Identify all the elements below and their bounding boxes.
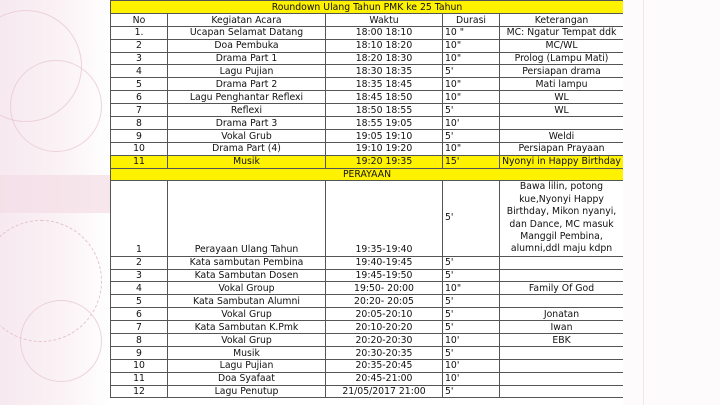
cell-no: 5 [111, 78, 168, 91]
cell-waktu: 21/05/2017 21:00 [326, 385, 443, 398]
cell-keterangan: MC/WL [500, 39, 624, 52]
cell-keterangan [500, 372, 624, 385]
table-row [111, 256, 624, 269]
cell-acara: Doa Syafaat [168, 372, 326, 385]
cell-keterangan: WL [500, 91, 624, 104]
cell-acara: Kata Sambutan K.Pmk [168, 321, 326, 334]
cell-waktu: 20:35-20:45 [326, 359, 443, 372]
cell-acara: Musik [168, 155, 326, 168]
cell-no: 6 [111, 308, 168, 321]
rundown-table [110, 0, 623, 398]
cell-durasi: 5' [443, 321, 500, 334]
table-title: Roundown Ulang Tahun PMK ke 25 Tahun [111, 1, 624, 14]
cell-no: 11 [111, 155, 168, 168]
cell-durasi: 5' [443, 308, 500, 321]
cell-keterangan [500, 359, 624, 372]
cell-waktu: 18:50 18:55 [326, 104, 443, 117]
cell-waktu: 18:45 18:50 [326, 91, 443, 104]
cell-no: 9 [111, 129, 168, 142]
section-title: PERAYAAN [111, 168, 624, 181]
header-acara: Kegiatan Acara [168, 13, 326, 26]
cell-durasi: 10 " [443, 26, 500, 39]
cell-waktu: 20:10-20:20 [326, 321, 443, 334]
decorative-band [0, 175, 110, 213]
decorative-line [643, 0, 644, 405]
table-row [111, 308, 624, 321]
cell-waktu: 19:20 19:35 [326, 155, 443, 168]
cell-durasi: 5' [443, 104, 500, 117]
cell-no: 2 [111, 39, 168, 52]
table-row [111, 129, 624, 142]
table-row [111, 39, 624, 52]
cell-durasi: 10' [443, 333, 500, 346]
cell-durasi: 10' [443, 117, 500, 130]
decorative-petal [20, 300, 102, 382]
cell-acara: Lagu Penutup [168, 385, 326, 398]
cell-waktu: 20:45-21:00 [326, 372, 443, 385]
cell-acara: Drama Part 2 [168, 78, 326, 91]
cell-waktu: 19:10 19:20 [326, 142, 443, 155]
cell-waktu: 19:05 19:10 [326, 129, 443, 142]
decorative-left-panel [0, 0, 110, 405]
cell-no: 1. [111, 26, 168, 39]
cell-durasi: 5' [443, 129, 500, 142]
cell-acara: Musik [168, 346, 326, 359]
cell-no: 12 [111, 385, 168, 398]
cell-acara: Doa Pembuka [168, 39, 326, 52]
table-row [111, 269, 624, 282]
cell-acara: Perayaan Ulang Tahun [168, 181, 326, 256]
cell-keterangan: Persiapan Prayaan [500, 142, 624, 155]
cell-acara: Kata Sambutan Alumni [168, 295, 326, 308]
cell-no: 6 [111, 91, 168, 104]
table-row [111, 142, 624, 155]
cell-no: 7 [111, 104, 168, 117]
table-row [111, 321, 624, 334]
cell-acara: Vokal Grup [168, 333, 326, 346]
cell-acara: Vokal Grup [168, 308, 326, 321]
cell-no: 1 [111, 181, 168, 256]
cell-acara: Drama Part (4) [168, 142, 326, 155]
table-row [111, 155, 624, 168]
table-row [111, 26, 624, 39]
cell-acara: Lagu Pujian [168, 359, 326, 372]
table-row [111, 333, 624, 346]
cell-keterangan: Family Of God [500, 282, 624, 295]
cell-keterangan [500, 385, 624, 398]
cell-no: 10 [111, 142, 168, 155]
cell-no: 5 [111, 295, 168, 308]
cell-waktu: 18:00 18:10 [326, 26, 443, 39]
table-row [111, 385, 624, 398]
cell-waktu: 18:10 18:20 [326, 39, 443, 52]
cell-no: 11 [111, 372, 168, 385]
header-waktu: Waktu [326, 13, 443, 26]
cell-acara: Drama Part 3 [168, 117, 326, 130]
cell-durasi: 10" [443, 282, 500, 295]
cell-durasi: 10' [443, 372, 500, 385]
table-row [111, 52, 624, 65]
cell-durasi: 10' [443, 359, 500, 372]
cell-durasi: 5' [443, 269, 500, 282]
cell-no: 3 [111, 52, 168, 65]
table-row [111, 346, 624, 359]
spreadsheet [110, 0, 623, 405]
cell-waktu: 19:50- 20:00 [326, 282, 443, 295]
cell-durasi: 10" [443, 39, 500, 52]
cell-durasi: 10" [443, 78, 500, 91]
table-row [111, 372, 624, 385]
cell-no: 2 [111, 256, 168, 269]
table-row [111, 104, 624, 117]
cell-no: 8 [111, 333, 168, 346]
decorative-right-panel [623, 0, 720, 405]
cell-waktu: 18:35 18:45 [326, 78, 443, 91]
cell-waktu: 19:35-19:40 [326, 181, 443, 256]
cell-acara: Vokal Grub [168, 129, 326, 142]
table-row [111, 359, 624, 372]
decorative-petal [10, 60, 102, 152]
cell-keterangan: MC: Ngatur Tempat ddk [500, 26, 624, 39]
cell-no: 8 [111, 117, 168, 130]
cell-no: 3 [111, 269, 168, 282]
cell-keterangan: Prolog (Lampu Mati) [500, 52, 624, 65]
cell-waktu: 20:05-20:10 [326, 308, 443, 321]
table-row [111, 91, 624, 104]
cell-no: 7 [111, 321, 168, 334]
cell-acara: Drama Part 1 [168, 52, 326, 65]
cell-durasi: 5' [443, 256, 500, 269]
cell-acara: Lagu Pujian [168, 65, 326, 78]
cell-acara: Reflexi [168, 104, 326, 117]
cell-keterangan: Weldi [500, 129, 624, 142]
cell-waktu: 19:45-19:50 [326, 269, 443, 282]
cell-no: 9 [111, 346, 168, 359]
cell-durasi: 5' [443, 295, 500, 308]
cell-keterangan: Iwan [500, 321, 624, 334]
cell-waktu: 18:20 18:30 [326, 52, 443, 65]
title-row [111, 1, 624, 14]
cell-keterangan [500, 346, 624, 359]
cell-keterangan [500, 295, 624, 308]
cell-no: 4 [111, 282, 168, 295]
cell-durasi: 5' [443, 65, 500, 78]
cell-keterangan: Mati lampu [500, 78, 624, 91]
cell-waktu: 20:20-20:30 [326, 333, 443, 346]
cell-keterangan: EBK [500, 333, 624, 346]
cell-waktu: 18:55 19:05 [326, 117, 443, 130]
cell-keterangan [500, 269, 624, 282]
cell-durasi: 5' [443, 346, 500, 359]
cell-durasi: 10" [443, 91, 500, 104]
cell-acara: Kata Sambutan Dosen [168, 269, 326, 282]
table-row [111, 78, 624, 91]
cell-keterangan: Persiapan drama [500, 65, 624, 78]
section-row [111, 168, 624, 181]
cell-durasi: 15' [443, 155, 500, 168]
cell-durasi: 10" [443, 142, 500, 155]
cell-keterangan: Nyonyi in Happy Birthday [500, 155, 624, 168]
cell-no: 4 [111, 65, 168, 78]
header-keterangan: Keterangan [500, 13, 624, 26]
header-row [111, 13, 624, 26]
cell-acara: Ucapan Selamat Datang [168, 26, 326, 39]
cell-waktu: 18:30 18:35 [326, 65, 443, 78]
cell-acara: Lagu Penghantar Reflexi [168, 91, 326, 104]
table-row [111, 65, 624, 78]
cell-waktu: 20:30-20:35 [326, 346, 443, 359]
cell-waktu: 20:20- 20:05 [326, 295, 443, 308]
header-no: No [111, 13, 168, 26]
cell-keterangan [500, 256, 624, 269]
cell-durasi: 5' [443, 181, 500, 256]
cell-keterangan [500, 117, 624, 130]
cell-waktu: 19:40-19:45 [326, 256, 443, 269]
header-durasi: Durasi [443, 13, 500, 26]
cell-no: 10 [111, 359, 168, 372]
cell-durasi: 5' [443, 385, 500, 398]
table-row [111, 117, 624, 130]
table-row [111, 181, 624, 256]
cell-durasi: 10" [443, 52, 500, 65]
cell-acara: Vokal Group [168, 282, 326, 295]
cell-acara: Kata sambutan Pembina [168, 256, 326, 269]
cell-keterangan: Jonatan [500, 308, 624, 321]
cell-keterangan: Bawa lilin, potong kue,Nyonyi Happy Birthday, Mikon nyanyi, dan Dance, MC masuk Manggil Pembina, alumni,ddl maju kdpn [500, 181, 624, 256]
table-row [111, 282, 624, 295]
table-row [111, 295, 624, 308]
cell-keterangan: WL [500, 104, 624, 117]
